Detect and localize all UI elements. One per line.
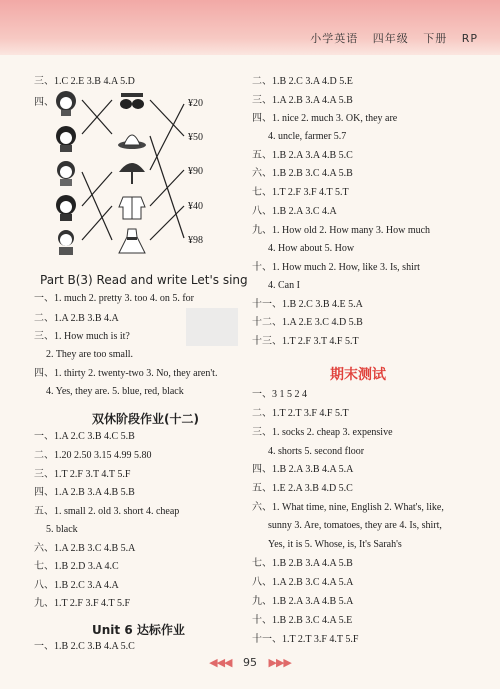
price-label: ¥20 — [188, 98, 203, 109]
answer-line: 三、1.T 2.F 3.T 4.T 5.F — [34, 469, 131, 480]
header-term: 下册 — [423, 32, 448, 45]
answer-line: 九、1.T 2.F 3.F 4.T 5.F — [34, 598, 131, 609]
answer-line: 二、1.20 2.50 3.15 4.99 5.80 — [34, 450, 152, 461]
answer-line: 八、1.B 2.C 3.A 4.A — [34, 580, 119, 591]
answer-line: 4. shorts 5. second floor — [268, 446, 365, 457]
answer-line: 七、1.B 2.D 3.A 4.C — [34, 561, 119, 572]
answer-line: 七、1.B 2.B 3.A 4.A 5.B — [252, 558, 353, 569]
answer-line: 一、1.A 2.C 3.B 4.C 5.B — [34, 431, 135, 442]
answer-line: 九、1.B 2.A 3.A 4.B 5.A — [252, 596, 354, 607]
answer-line: 五、1.E 2.A 3.B 4.D 5.C — [252, 483, 353, 494]
right-arrows-icon: ▶▶▶ — [268, 656, 291, 669]
answer-line: 十、1. How much 2. How, like 3. Is, shirt — [252, 262, 420, 273]
answer-line: 三、1.C 2.E 3.B 4.A 5.D — [34, 76, 135, 87]
section-title: 双休阶段作业(十二) — [92, 412, 199, 426]
gray-patch — [186, 308, 238, 346]
answer-line: 六、1. What time, nine, English 2. What's, like, — [252, 502, 444, 513]
answer-line: 八、1.A 2.B 3.C 4.A 5.A — [252, 577, 354, 588]
price-label: ¥98 — [188, 235, 203, 246]
answer-line: 5. black — [46, 524, 78, 535]
section-title: Unit 6 达标作业 — [92, 623, 185, 637]
header-grade: 四年级 — [372, 32, 409, 45]
header-subject: 小学英语 — [310, 32, 359, 45]
answer-line: 4. Can I — [268, 280, 300, 291]
answer-line: 十三、1.T 2.F 3.T 4.F 5.T — [252, 336, 359, 347]
match-line — [150, 104, 184, 170]
answer-line: 十二、1.A 2.E 3.C 4.D 5.B — [252, 317, 363, 328]
page-footer — [0, 656, 500, 669]
section-title: Part B(3) Read and write Let's sing — [40, 273, 248, 287]
price-label: ¥50 — [188, 132, 203, 143]
answer-line: 一、1. much 2. pretty 3. too 4. on 5. for — [34, 293, 194, 304]
answer-line: 十、1.B 2.B 3.C 4.A 5.E — [252, 615, 353, 626]
answer-line: 二、1.B 2.C 3.A 4.D 5.E — [252, 76, 353, 87]
section-label: 四、 — [34, 97, 54, 108]
answer-line: 十一、1.B 2.C 3.B 4.E 5.A — [252, 299, 363, 310]
answer-line: 四、1. nice 2. much 3. OK, they are — [252, 113, 398, 124]
answer-line: 三、1. socks 2. cheap 3. expensive — [252, 427, 393, 438]
match-line — [82, 206, 112, 240]
answer-line: 二、1.T 2.T 3.F 4.F 5.T — [252, 408, 349, 419]
answer-line: 四、1.B 2.A 3.B 4.A 5.A — [252, 464, 354, 475]
answer-line: 四、1. thirty 2. twenty-two 3. No, they aren't. — [34, 368, 218, 379]
answer-line: 五、1. small 2. old 3. short 4. cheap — [34, 506, 180, 517]
answer-line: Yes, it is 5. Whose, is, It's Sarah's — [268, 539, 402, 550]
answer-line: 4. Yes, they are. 5. blue, red, black — [46, 386, 184, 397]
answer-line: 六、1.A 2.B 3.C 4.B 5.A — [34, 543, 136, 554]
answer-line: 四、1.A 2.B 3.A 4.B 5.B — [34, 487, 135, 498]
answer-line: 三、1.A 2.B 3.A 4.A 5.B — [252, 95, 353, 106]
answer-line: 4. uncle, farmer 5.7 — [268, 131, 347, 142]
price-label: ¥40 — [188, 201, 203, 212]
match-line — [82, 172, 112, 240]
match-line — [150, 170, 184, 206]
answer-line: 七、1.T 2.F 3.F 4.T 5.T — [252, 187, 349, 198]
page-number: 95 — [243, 656, 257, 669]
answer-line: sunny 3. Are, tomatoes, they are 4. Is, shirt, — [268, 520, 442, 531]
answer-line: 九、1. How old 2. How many 3. How much — [252, 225, 431, 236]
header-edition: RP — [461, 32, 478, 45]
answer-line: 八、1.B 2.A 3.C 4.A — [252, 206, 337, 217]
price-label: ¥90 — [188, 166, 203, 177]
answer-line: 六、1.B 2.B 3.C 4.A 5.B — [252, 168, 353, 179]
answer-line: 一、1.B 2.C 3.B 4.A 5.C — [34, 641, 135, 652]
answer-line: 二、1.A 2.B 3.B 4.A — [34, 313, 119, 324]
left-arrows-icon: ◀◀◀ — [209, 656, 232, 669]
match-line — [82, 172, 112, 206]
answer-line: 十一、1.T 2.T 3.F 4.T 5.F — [252, 634, 359, 645]
answer-line: 三、1. How much is it? — [34, 331, 130, 342]
matching-lines — [0, 0, 220, 260]
answer-line: 4. How about 5. How — [268, 243, 355, 254]
answer-line: 一、3 1 5 2 4 — [252, 389, 307, 400]
answer-line: 2. They are too small. — [46, 349, 134, 360]
header-title — [300, 30, 478, 46]
section-title: 期末测试 — [330, 367, 386, 383]
answer-line: 五、1.B 2.A 3.A 4.B 5.C — [252, 150, 353, 161]
match-line — [150, 100, 184, 136]
